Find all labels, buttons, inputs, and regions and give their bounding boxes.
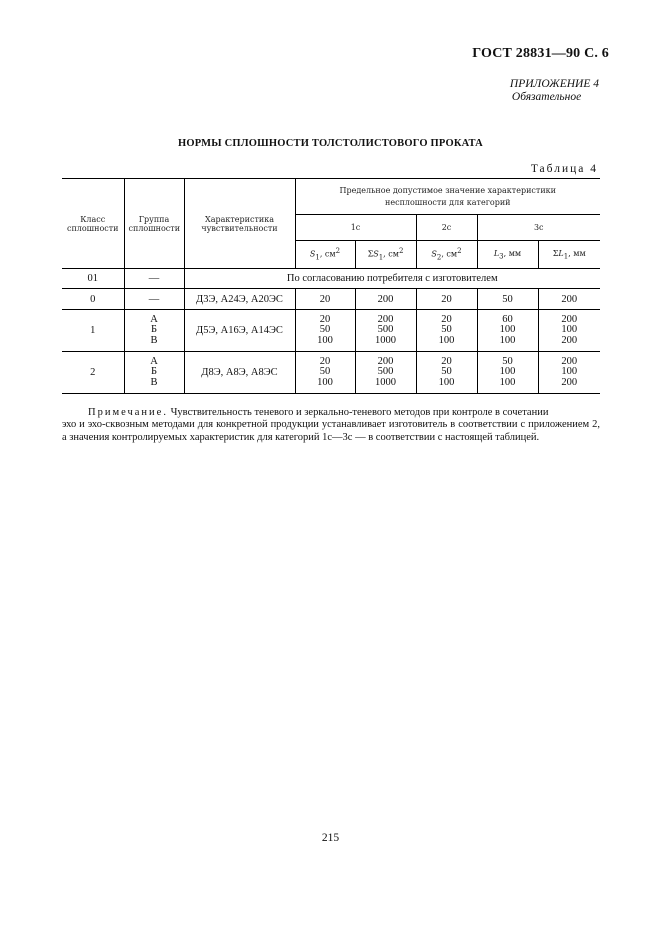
group-cell: —: [124, 269, 184, 289]
sensitivity-cell: Д3Э, А24Э, А20ЭС: [184, 289, 295, 310]
sum-s1-cell: 200 500 1000: [355, 352, 416, 394]
class-cell: 01: [62, 269, 124, 289]
sum-l1-cell: 200 100 200: [538, 352, 600, 394]
s1-cell: 20 50 100: [295, 310, 355, 352]
note-lead: Примечание.: [88, 407, 168, 418]
table-row: [62, 352, 600, 394]
s1-cell: 20 50 100: [295, 352, 355, 394]
sensitivity-cell: Д8Э, А8Э, А8ЭС: [184, 352, 295, 394]
table-row: [62, 310, 600, 352]
table-row: [62, 289, 600, 310]
continuity-norms-table: [62, 178, 600, 394]
category-1c: 1с: [295, 215, 416, 241]
col-header-class: Класс сплошности: [62, 179, 124, 269]
annex-status: Обязательное: [511, 91, 582, 103]
s2-cell: 20: [416, 289, 477, 310]
col-header-sum-s1: $\Sigma S_1$, $см^2$: [355, 241, 416, 269]
note-line-1: Чувствительность теневого и зеркально-теневого методов при контроле в сочетании: [170, 407, 549, 418]
class-cell: 0: [62, 289, 124, 310]
annex-block: [510, 78, 599, 104]
document-title: НОРМЫ СПЛОШНОСТИ ТОЛСТОЛИСТОВОГО ПРОКАТА: [178, 138, 483, 149]
col-header-s1: $S_1$, $см^2$: [295, 241, 355, 269]
group-cell: А Б В: [124, 352, 184, 394]
sum-s1-cell: 200 500 1000: [355, 310, 416, 352]
annex-label: ПРИЛОЖЕНИЕ 4: [509, 78, 599, 90]
category-3c: 3с: [477, 215, 600, 241]
col-header-sum-l1: $\Sigma L_1$, мм: [538, 241, 600, 269]
agreement-note-cell: По согласованию потребителя с изготовителем: [184, 269, 600, 289]
page-number: 215: [321, 832, 340, 844]
table-note-continuation: эхо и эхо-сквозным методами для конкретной продукции устанавливает изготовитель в соответствии с приложением 2, а значения контролируемых характеристик для категорий 1с—3с — в соответствии с настоящей таблицей.: [62, 419, 600, 443]
col-header-group: Группа сплошности: [124, 179, 184, 269]
category-2c: 2с: [416, 215, 477, 241]
document-code: ГОСТ 28831—90 С. 6: [472, 46, 609, 61]
col-header-s2: $S_2$, $см^2$: [416, 241, 477, 269]
group-cell: —: [124, 289, 184, 310]
table-note-first-line: [88, 407, 600, 420]
s1-cell: 20: [295, 289, 355, 310]
table-label: Таблица 4: [530, 163, 598, 175]
l3-cell: 60 100 100: [477, 310, 538, 352]
s2-cell: 20 50 100: [416, 352, 477, 394]
sum-l1-cell: 200 100 200: [538, 310, 600, 352]
col-header-limit: Предельное допустимое значение характеристики несплошности для категорий: [295, 179, 600, 215]
header-row-1: [62, 179, 600, 215]
l3-cell: 50 100 100: [477, 352, 538, 394]
col-header-sensitivity: Характеристика чувствительности: [184, 179, 295, 269]
group-cell: А Б В: [124, 310, 184, 352]
table-row: [62, 269, 600, 289]
class-cell: 1: [62, 310, 124, 352]
sum-s1-cell: 200: [355, 289, 416, 310]
sum-l1-cell: 200: [538, 289, 600, 310]
class-cell: 2: [62, 352, 124, 394]
l3-cell: 50: [477, 289, 538, 310]
sensitivity-cell: Д5Э, А16Э, А14ЭС: [184, 310, 295, 352]
col-header-l3: $L_3$, мм: [477, 241, 538, 269]
s2-cell: 20 50 100: [416, 310, 477, 352]
